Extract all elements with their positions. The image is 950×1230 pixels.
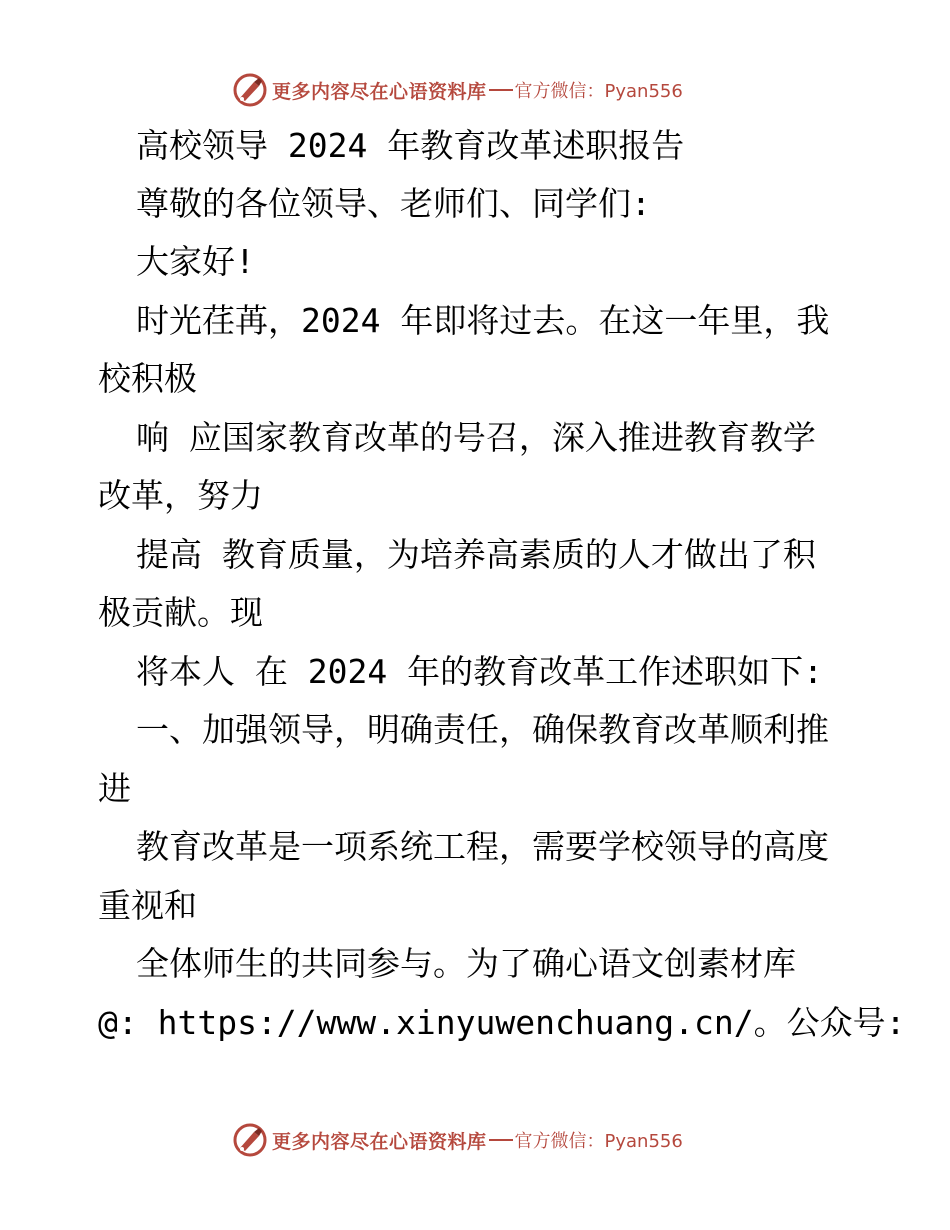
watermark-text: 更多内容尽在心语资料库 [272,1130,487,1153]
paragraph-line: 重视和 [98,886,197,925]
url-line: @: https://www.xinyuwenchuang.cn/。公众号: [98,1003,906,1042]
watermark-text: 更多内容尽在心语资料库 [272,80,487,103]
paragraph-line: 全体师生的共同参与。为了确心语文创素材库 [136,944,796,983]
paragraph-line: 极贡献。现 [98,593,263,632]
watermark-separator [489,89,513,91]
document-title: 高校领导 2024 年教育改革述职报告 [136,126,685,165]
paragraph-line: 将本人 在 2024 年的教育改革工作述职如下: [136,652,823,691]
paragraph-line: 改革，努力 [98,476,263,515]
paragraph-line: 时光荏苒，2024 年即将过去。在这一年里，我 [136,301,830,340]
paragraph-line: 教育改革是一项系统工程，需要学校领导的高度 [136,827,829,866]
paragraph-line: 校积极 [98,359,197,398]
paragraph-line: 响 应国家教育改革的号召，深入推进教育教学 [136,418,816,457]
watermark-banner-bottom [232,1120,712,1160]
section-heading-continued: 进 [98,769,131,808]
watermark-wechat-label: 官方微信：Pyan556 [514,81,683,102]
watermark-wechat-label: 官方微信：Pyan556 [514,1131,683,1152]
paragraph-line: 提高 教育质量，为培养高素质的人才做出了积 [136,535,816,574]
section-heading: 一、加强领导，明确责任，确保教育改革顺利推 [136,710,829,749]
pen-logo-icon [232,72,268,108]
watermark-banner-top [232,70,712,110]
watermark-separator [489,1139,513,1141]
greeting: 大家好! [136,242,255,281]
salutation: 尊敬的各位领导、老师们、同学们: [136,184,651,223]
pen-logo-icon [232,1122,268,1158]
